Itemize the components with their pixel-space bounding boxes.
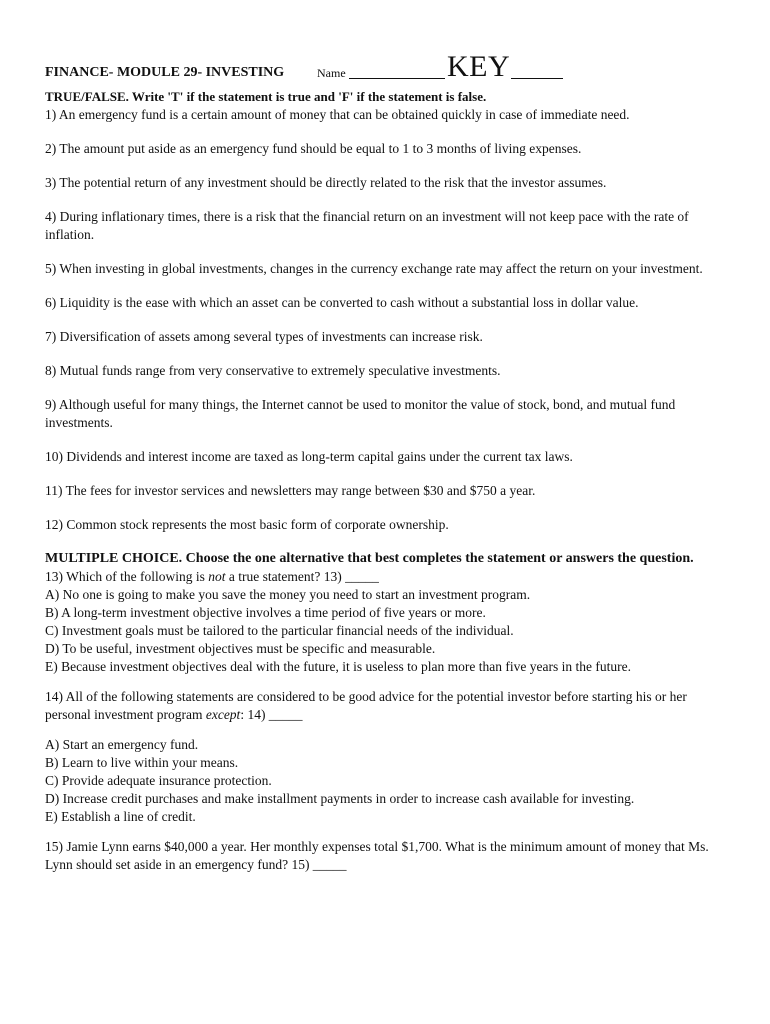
- mc-option: A) Start an emergency fund.: [45, 737, 199, 752]
- tf-question-9: 9) Although useful for many things, the Internet cannot be used to monitor the value of stock, bond, and mutual fund investments.: [45, 397, 676, 430]
- name-underline-left: [349, 58, 445, 79]
- mc-question-15: 15) Jamie Lynn earns $40,000 a year. Her monthly expenses total $1,700. What is the minimum amount of money that Ms. Lynn should set aside in an emergency fund? 15) _____: [45, 839, 709, 872]
- tf-question-4: 4) During inflationary times, there is a risk that the financial return on an investment will not keep pace with the rate of inflation.: [45, 209, 689, 242]
- worksheet: [45, 52, 735, 874]
- multiplechoice-heading: MULTIPLE CHOICE. Choose the one alternative that best completes the statement or answers the question.: [45, 551, 694, 566]
- tf-question-2: 2) The amount put aside as an emergency fund should be equal to 1 to 3 months of living expenses.: [45, 141, 582, 156]
- name-value: KEY: [447, 50, 511, 83]
- tf-question-11: 11) The fees for investor services and newsletters may range between $30 and $750 a year.: [45, 483, 536, 498]
- tf-question-10: 10) Dividends and interest income are taxed as long-term capital gains under the current tax laws.: [45, 449, 573, 464]
- mc-question-14: 14) All of the following statements are considered to be good advice for the potential investor before starting his or her personal investment program except: 14) _____: [45, 689, 687, 722]
- tf-question-5: 5) When investing in global investments, changes in the currency exchange rate may affect the return on your investment.: [45, 261, 703, 276]
- truefalse-heading: TRUE/FALSE. Write 'T' if the statement is true and 'F' if the statement is false.: [45, 89, 487, 104]
- mc-question-13: 13) Which of the following is not a true statement? 13) _____: [45, 569, 379, 584]
- mc-option: A) No one is going to make you save the money you need to start an investment program.: [45, 587, 531, 602]
- mc-option: B) Learn to live within your means.: [45, 755, 239, 770]
- mc-option: B) A long-term investment objective involves a time period of five years or more.: [45, 605, 486, 620]
- tf-question-7: 7) Diversification of assets among several types of investments can increase risk.: [45, 329, 483, 344]
- mc-option: C) Investment goals must be tailored to the particular financial needs of the individual.: [45, 623, 514, 638]
- tf-question-1: 1) An emergency fund is a certain amount of money that can be obtained quickly in case of immediate need.: [45, 107, 630, 122]
- mc-option: D) Increase credit purchases and make installment payments in order to increase cash available for investing.: [45, 791, 635, 806]
- name-underline-right: [511, 58, 563, 79]
- mc-option: E) Because investment objectives deal with the future, it is useless to plan more than five years in the future.: [45, 659, 631, 674]
- mc-option: C) Provide adequate insurance protection.: [45, 773, 272, 788]
- tf-question-3: 3) The potential return of any investment should be directly related to the risk that the investor assumes.: [45, 175, 607, 190]
- mc-option: D) To be useful, investment objectives must be specific and measurable.: [45, 641, 436, 656]
- tf-question-12: 12) Common stock represents the most basic form of corporate ownership.: [45, 517, 449, 532]
- worksheet-title: FINANCE- MODULE 29- INVESTING: [45, 65, 285, 80]
- mc-options-14: [45, 736, 735, 826]
- worksheet-header: [45, 52, 735, 88]
- mc-options-13: [45, 586, 735, 676]
- name-label: Name: [317, 66, 346, 80]
- tf-question-8: 8) Mutual funds range from very conservative to extremely speculative investments.: [45, 363, 501, 378]
- tf-question-6: 6) Liquidity is the ease with which an asset can be converted to cash without a substantial loss in dollar value.: [45, 295, 639, 310]
- mc-option: E) Establish a line of credit.: [45, 809, 196, 824]
